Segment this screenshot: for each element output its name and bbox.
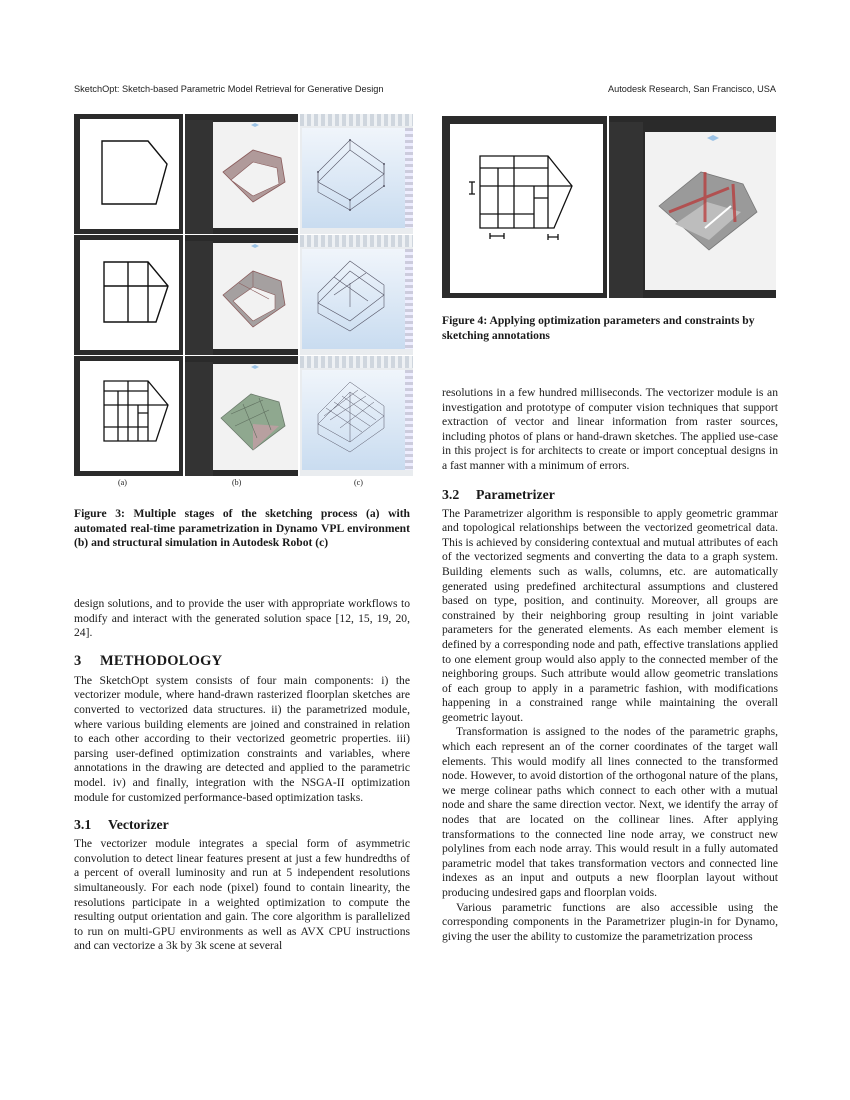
running-header [74, 84, 776, 94]
section-3-heading [74, 653, 410, 670]
parametrizer-paragraph-3: Various parametric functions are also accessible using the corresponding components in the Parametrizer plugin-in for Dynamo, giving the user the ability to customize the parametrization process [442, 900, 778, 943]
dynamo-panel-row1 [185, 114, 298, 234]
left-column [74, 597, 410, 954]
robot-structure-icon [302, 249, 405, 349]
subfigure-label-c: (c) [354, 478, 363, 487]
sketch-outline-icon [80, 119, 179, 229]
intro-paragraph: design solutions, and to provide the user with appropriate workflows to modify and interact with the generated solution space [12, 15, 19, 20, 24]. [74, 597, 410, 640]
figure-3-caption: Figure 3: Multiple stages of the sketching process (a) with automated real-time parametrization in Dynamo VPL environment (b) and structural simulation in Autodesk Robot (c) [74, 507, 410, 550]
robot-structure-icon [302, 370, 405, 470]
figure-4 [442, 116, 776, 298]
robot-panel-row1 [300, 114, 413, 234]
robot-panel-row2 [300, 235, 413, 355]
section-3-1-heading [74, 817, 410, 833]
sketch-annotation-panel [442, 116, 607, 298]
dynamo-panel-row3 [185, 356, 298, 476]
dynamo-model-icon [213, 243, 298, 349]
dynamo-annotation-panel [609, 116, 776, 298]
sketch-grid-icon [80, 240, 179, 350]
section-number: 3 [74, 652, 82, 669]
paper-title: SketchOpt: Sketch-based Parametric Model Retrieval for Generative Design [74, 84, 384, 94]
right-column [442, 386, 778, 944]
section-title: Vectorizer [108, 817, 169, 833]
dynamo-model-icon [213, 364, 298, 470]
constrained-model-icon [645, 132, 776, 290]
parametrizer-paragraph-2: Transformation is assigned to the nodes of the parametric graphs, which each represent an of the corner coordinates of the target wall elements. This would modify all lines connected to the transformed node. However, to avoid distortion of the orthogonal nature of the plans, we merge colinear paths which connect to each other with a mutual node and share the same direction vector. Next, we identify the array of nodes that are located on the collinear lines. After applying transformations to the connected line node array, we construct new polylines from each node array. This would result in a fully automated parametric model that takes transformation vectors and connected line indexes as an input and outputs a new floorplan layout without producing undesired gaps and floorplan voids. [442, 725, 778, 899]
robot-panel-row3 [300, 356, 413, 476]
section-title: Parametrizer [476, 486, 555, 502]
figure-4-caption: Figure 4: Applying optimization parameters and constraints by sketching annotations [442, 314, 755, 342]
annotated-sketch-icon [450, 124, 603, 293]
robot-structure-icon [302, 128, 405, 228]
section-number: 3.2 [442, 486, 460, 502]
affiliation: Autodesk Research, San Francisco, USA [607, 84, 776, 94]
methodology-paragraph: The SketchOpt system consists of four main components: i) the vectorizer module, where hand-drawn rasterized floorplan sketches are converted to vectorized data structures. ii) the parametrized module, where various building elements are joined and constrained in relation to each other according to their vectorized geometric properties. iii) parsing user-defined optimization constraints and variables, where annotations in the drawing are detected and applied to the parametric model. iv) and finally, integration with the NSGA-II optimization module for customized performance-based optimization tasks. [74, 673, 410, 804]
section-3-2-heading [442, 487, 778, 503]
sketch-panel-row3 [74, 356, 183, 476]
figure-4-caption-block [442, 314, 778, 343]
figure-3 [74, 114, 413, 476]
vectorizer-continued-paragraph: resolutions in a few hundred milliseconds. The vectorizer module is an investigation and prototype of computer vision techniques that support extraction of vector and linear information from raster sources, including photos of plans or hand-drawn sketches. The applied use-case in this project is for architects to create or import conceptual designs in a fast manner with a minimum of errors. [442, 386, 778, 472]
dynamo-model-icon [213, 122, 298, 228]
sketch-panel-row2 [74, 235, 183, 355]
subfigure-label-b: (b) [232, 478, 242, 487]
parametrizer-paragraph-1: The Parametrizer algorithm is responsible to apply geometric grammar and topological relationships between the vectorized geometrical data. This is achieved by considering contextual and mutual attributes of each of the vectorized segments and converting the data to a graph system. Building elements such as walls, columns, etc. are automatically generated using predefined architectural assumptions and clustered based on type, position, and continuity. Moreover, all groups are constrained by their neighboring group resulting in joint variable parameters for the generated elements. As each member element is defined by a corresponding node and path, effective translations applied to one element group would also apply to the connected member of the neighboring groups. Such attribute would allow geometric translations of each group to apply in a parametric fashion, with modifications happening in a constrained range while maintaining the overall geometric layout. [442, 506, 778, 724]
section-number: 3.1 [74, 817, 92, 833]
sketch-dense-grid-icon [80, 361, 179, 471]
subfigure-label-a: (a) [118, 478, 127, 487]
dynamo-panel-row2 [185, 235, 298, 355]
section-title: METHODOLOGY [100, 652, 223, 669]
figure-3-caption-block [74, 507, 410, 551]
sketch-panel-row1 [74, 114, 183, 234]
vectorizer-paragraph: The vectorizer module integrates a special form of asymmetric convolution to detect linear features present at just a few hundredths of a percent of overall luminosity and run at 5 independent resolutions simultaneously. For each node (pixel) found to contain linearity, the resolutions participate in a weighted optimization to compute the resulting output orientation and gain. The core algorithm is parallelized to run on multi-GPU environments as well as AVX CPU instructions and can vectorize a 3k by 3k scene at several [74, 837, 410, 953]
